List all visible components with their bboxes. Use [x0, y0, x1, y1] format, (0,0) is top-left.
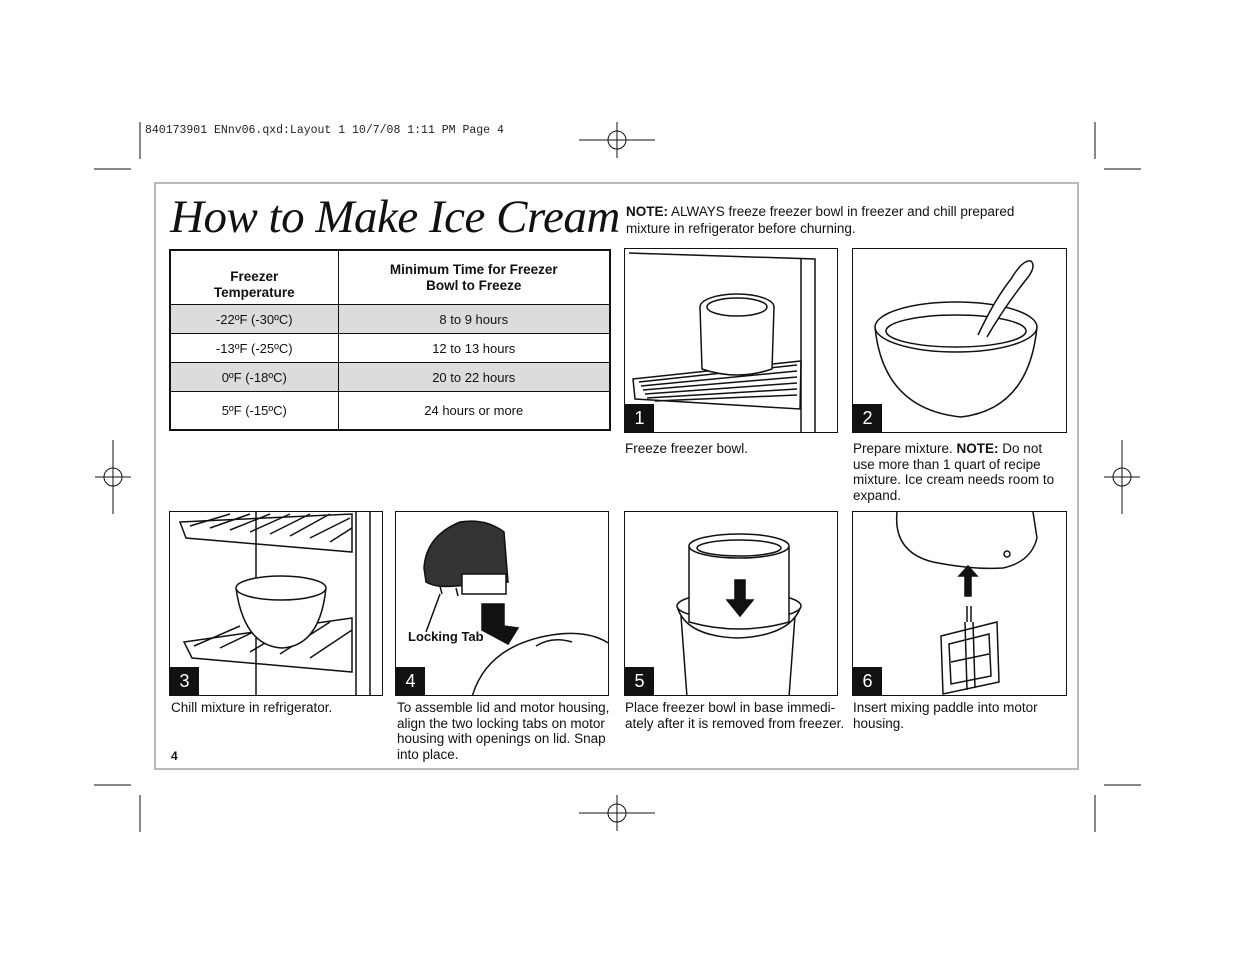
- step-4-caption: To assemble lid and motor housing, align the two locking tabs on motor housing with openings on lid. Snap into place.: [397, 700, 610, 762]
- paddle-into-housing-drawing: [853, 512, 1067, 696]
- mixing-bowl-spoon-drawing: [853, 249, 1067, 433]
- file-slug: 840173901 ENnv06.qxd:Layout 1 10/7/08 1:11 PM Page 4: [145, 124, 504, 137]
- step-5-illustration: [624, 511, 838, 696]
- locking-tab-callout: Locking Tab: [408, 629, 484, 644]
- header-temperature: Freezer Temperature: [170, 250, 338, 305]
- table-row: [170, 392, 610, 431]
- temp-cell: -22ºF (-30ºC): [170, 305, 338, 334]
- step-6-illustration: [852, 511, 1067, 696]
- page-title: How to Make Ice Cream: [170, 191, 620, 243]
- temp-cell: 5ºF (-15ºC): [170, 392, 338, 431]
- bowl-into-base-drawing: [625, 512, 838, 696]
- note-text: [626, 203, 1046, 237]
- step-4-illustration: [395, 511, 609, 696]
- step-3-illustration: [169, 511, 383, 696]
- step-number: 2: [853, 404, 882, 432]
- freeze-time-table: [169, 249, 611, 431]
- table-row: [170, 334, 610, 363]
- step-6-caption: Insert mixing paddle into motor housing.: [853, 700, 1038, 731]
- step-2-illustration: [852, 248, 1067, 433]
- step-number: 6: [853, 667, 882, 695]
- step-number: 1: [625, 404, 654, 432]
- time-cell: 20 to 22 hours: [338, 363, 610, 392]
- freezer-bowl-in-freezer-drawing: [625, 249, 838, 433]
- lid-motor-housing-drawing: [396, 512, 609, 696]
- temp-cell: -13ºF (-25ºC): [170, 334, 338, 363]
- step-3-caption: Chill mixture in refrigerator.: [171, 700, 333, 715]
- table-row: [170, 305, 610, 334]
- time-cell: 12 to 13 hours: [338, 334, 610, 363]
- temp-cell: 0ºF (-18ºC): [170, 363, 338, 392]
- table-row: [170, 363, 610, 392]
- step-number: 5: [625, 667, 654, 695]
- bowl-in-refrigerator-drawing: [170, 512, 383, 696]
- page-number: 4: [171, 749, 178, 763]
- header-min-time: Minimum Time for Freezer Bowl to Freeze: [338, 250, 610, 305]
- step-5-caption: Place freezer bowl in base immedi-ately after it is removed from freezer.: [625, 700, 845, 731]
- step-number: 3: [170, 667, 199, 695]
- note-label: NOTE:: [626, 204, 668, 219]
- time-cell: 8 to 9 hours: [338, 305, 610, 334]
- step-2-caption: Prepare mixture. NOTE: Do not use more than 1 quart of recipe mixture. Ice cream needs room to expand.: [853, 441, 1055, 503]
- step-1-illustration: [624, 248, 838, 433]
- step-number: 4: [396, 667, 425, 695]
- note-body: ALWAYS freeze freezer bowl in freezer and chill prepared mixture in refrigerator before churning.: [626, 204, 1015, 236]
- time-cell: 24 hours or more: [338, 392, 610, 431]
- step-1-caption: Freeze freezer bowl.: [625, 441, 749, 456]
